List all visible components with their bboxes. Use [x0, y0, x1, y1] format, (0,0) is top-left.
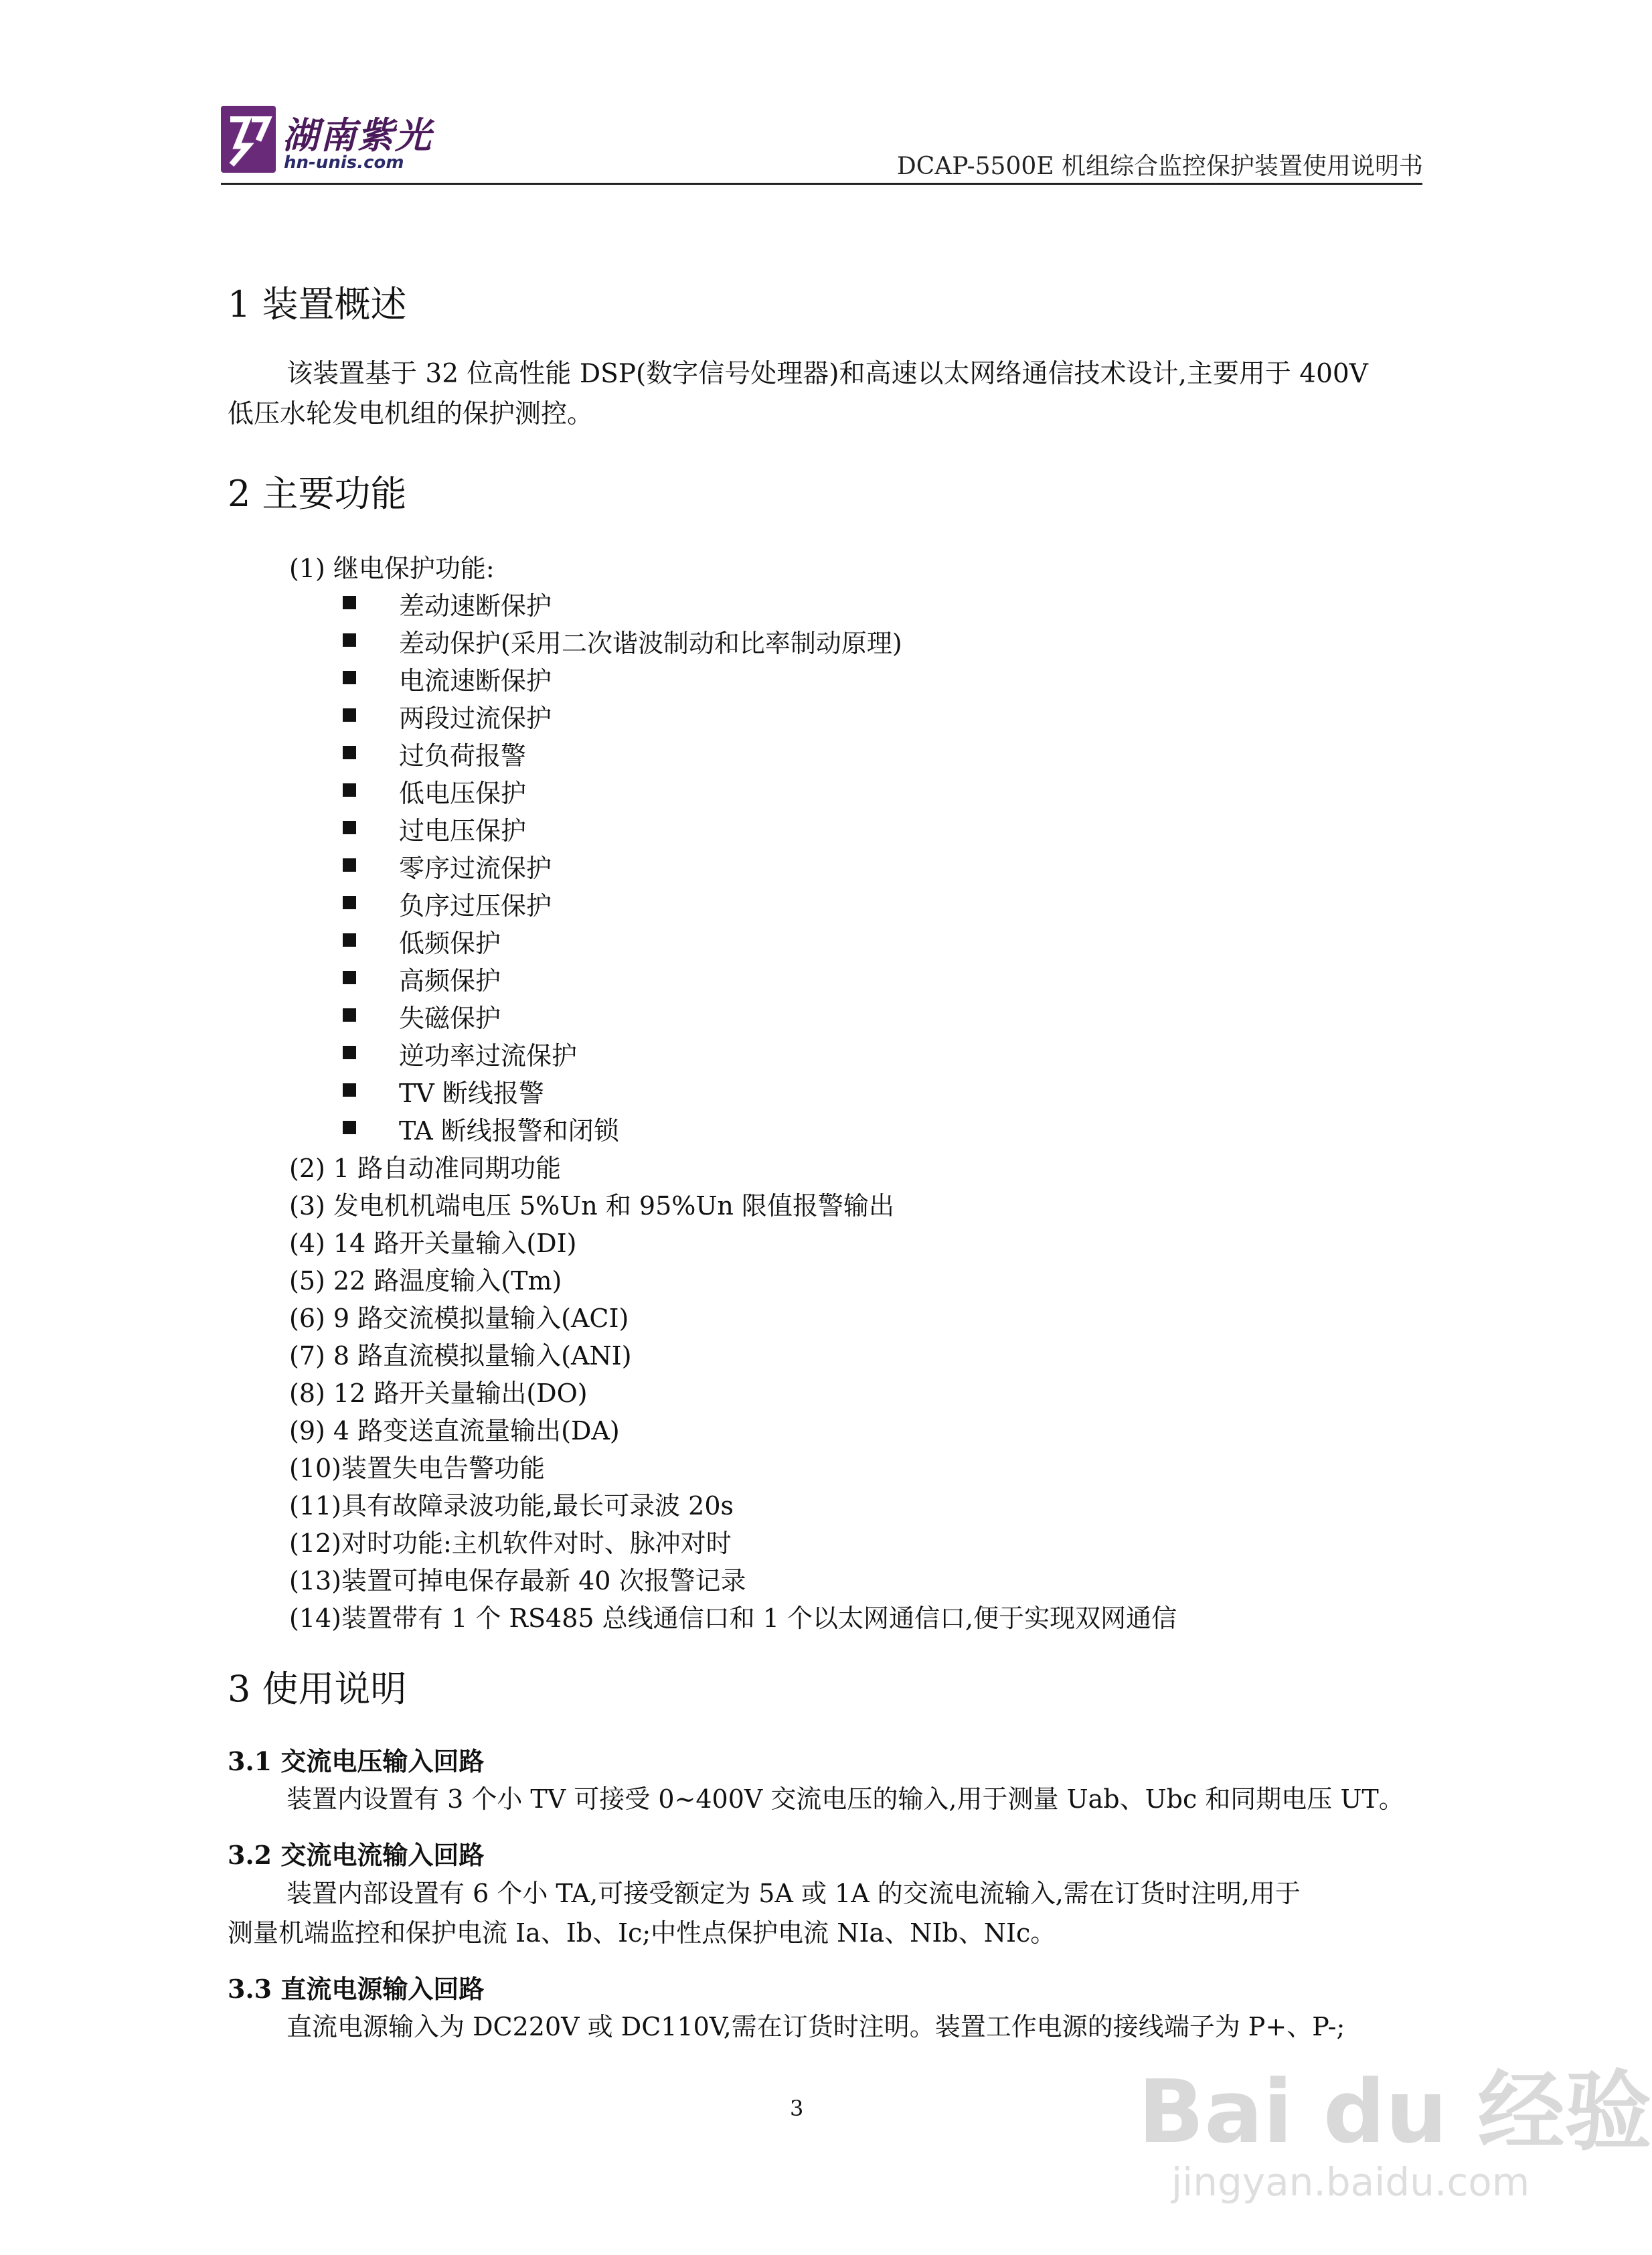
bullet-icon — [343, 708, 356, 722]
header-divider — [221, 183, 1422, 185]
list-item: 高频保护 — [399, 966, 501, 996]
bullet-icon — [343, 1083, 356, 1097]
subsection-3-2-text-line-2: 测量机端监控和保护电流 Ia、Ib、Ic;中性点保护电流 NIa、NIb、NIc。 — [228, 1918, 1056, 1948]
list-item: (3) 发电机机端电压 5%Un 和 95%Un 限值报警输出 — [289, 1191, 894, 1221]
document-title: DCAP-5500E 机组综合监控保护装置使用说明书 — [896, 153, 1423, 180]
bullet-icon — [343, 821, 356, 834]
section-1-paragraph-line-2: 低压水轮发电机组的保护测控。 — [228, 399, 594, 429]
bullet-icon — [343, 633, 356, 647]
list-item: (12)对时功能:主机软件对时、脉冲对时 — [289, 1529, 732, 1558]
bullet-icon — [343, 858, 356, 872]
list-item: (13)装置可掉电保存最新 40 次报警记录 — [289, 1566, 746, 1596]
logo-url: hn-unis.com — [284, 153, 404, 173]
list-item: (4) 14 路开关量输入(DI) — [289, 1229, 577, 1258]
subsection-3-1-text: 装置内设置有 3 个小 TV 可接受 0~400V 交流电压的输入,用于测量 Uab、Ubc 和同期电压 UT。 — [286, 1784, 1404, 1814]
list-item: 过负荷报警 — [399, 741, 527, 771]
watermark-url: jingyan.baidu.com — [1171, 2159, 1530, 2205]
list-item: (7) 8 路直流模拟量输入(ANI) — [289, 1341, 632, 1371]
subsection-3-3-title: 3.3 直流电源输入回路 — [228, 1974, 485, 2004]
bullet-icon — [343, 1121, 356, 1134]
list-item: (14)装置带有 1 个 RS485 总线通信口和 1 个以太网通信口,便于实现双网通信 — [289, 1604, 1177, 1633]
bullet-icon — [343, 971, 356, 984]
list-item: 过电压保护 — [399, 816, 527, 846]
list-item: 差动保护(采用二次谐波制动和比率制动原理) — [399, 629, 902, 658]
list-item: 两段过流保护 — [399, 704, 552, 733]
bullet-icon — [343, 783, 356, 797]
bullet-icon — [343, 671, 356, 684]
list-item: 失磁保护 — [399, 1004, 501, 1033]
function-item-1: (1) 继电保护功能: — [289, 554, 495, 583]
list-item: 负序过压保护 — [399, 891, 552, 921]
list-item: (6) 9 路交流模拟量输入(ACI) — [289, 1304, 629, 1333]
bullet-icon — [343, 596, 356, 609]
section-1-heading: 1 装置概述 — [228, 283, 407, 325]
list-item: TV 断线报警 — [399, 1079, 544, 1108]
list-item: TA 断线报警和闭锁 — [399, 1116, 619, 1146]
baidu-watermark — [1131, 2035, 1652, 2236]
bullet-icon — [343, 746, 356, 759]
bullet-icon — [343, 933, 356, 947]
list-item: (8) 12 路开关量输出(DO) — [289, 1379, 588, 1408]
list-item: 差动速断保护 — [399, 591, 552, 621]
subsection-3-1-title: 3.1 交流电压输入回路 — [228, 1746, 485, 1776]
section-2-heading: 2 主要功能 — [228, 473, 407, 515]
list-item: 低频保护 — [399, 929, 501, 958]
list-item: (11)具有故障录波功能,最长可录波 20s — [289, 1491, 734, 1521]
list-item: 低电压保护 — [399, 779, 527, 808]
bullet-icon — [343, 1008, 356, 1022]
logo-mark-icon — [221, 106, 276, 173]
bullet-icon — [343, 1046, 356, 1059]
section-1-paragraph-line-1: 该装置基于 32 位高性能 DSP(数字信号处理器)和高速以太网络通信技术设计,主要用于 400V — [286, 359, 1368, 389]
watermark-logo: Bai du 经验 — [1138, 2061, 1652, 2163]
subsection-3-2-title: 3.2 交流电流输入回路 — [228, 1840, 485, 1870]
company-logo — [221, 106, 432, 179]
list-item: 逆功率过流保护 — [399, 1041, 578, 1071]
list-item: 电流速断保护 — [399, 666, 552, 696]
bullet-icon — [343, 896, 356, 909]
subsection-3-3-text: 直流电源输入为 DC220V 或 DC110V,需在订货时注明。装置工作电源的接线端子为 P+、P-; — [286, 2012, 1345, 2041]
section-3-heading: 3 使用说明 — [228, 1668, 407, 1710]
list-item: (5) 22 路温度输入(Tm) — [289, 1266, 562, 1296]
subsection-3-2-text-line-1: 装置内部设置有 6 个小 TA,可接受额定为 5A 或 1A 的交流电流输入,需在订货时注明,用于 — [286, 1879, 1301, 1908]
list-item: (9) 4 路变送直流量输出(DA) — [289, 1416, 620, 1446]
page-number: 3 — [790, 2096, 804, 2121]
logo-text: 湖南紫光 — [282, 114, 432, 157]
list-item: (2) 1 路自动准同期功能 — [289, 1154, 562, 1183]
list-item: (10)装置失电告警功能 — [289, 1454, 546, 1483]
list-item: 零序过流保护 — [399, 854, 552, 883]
